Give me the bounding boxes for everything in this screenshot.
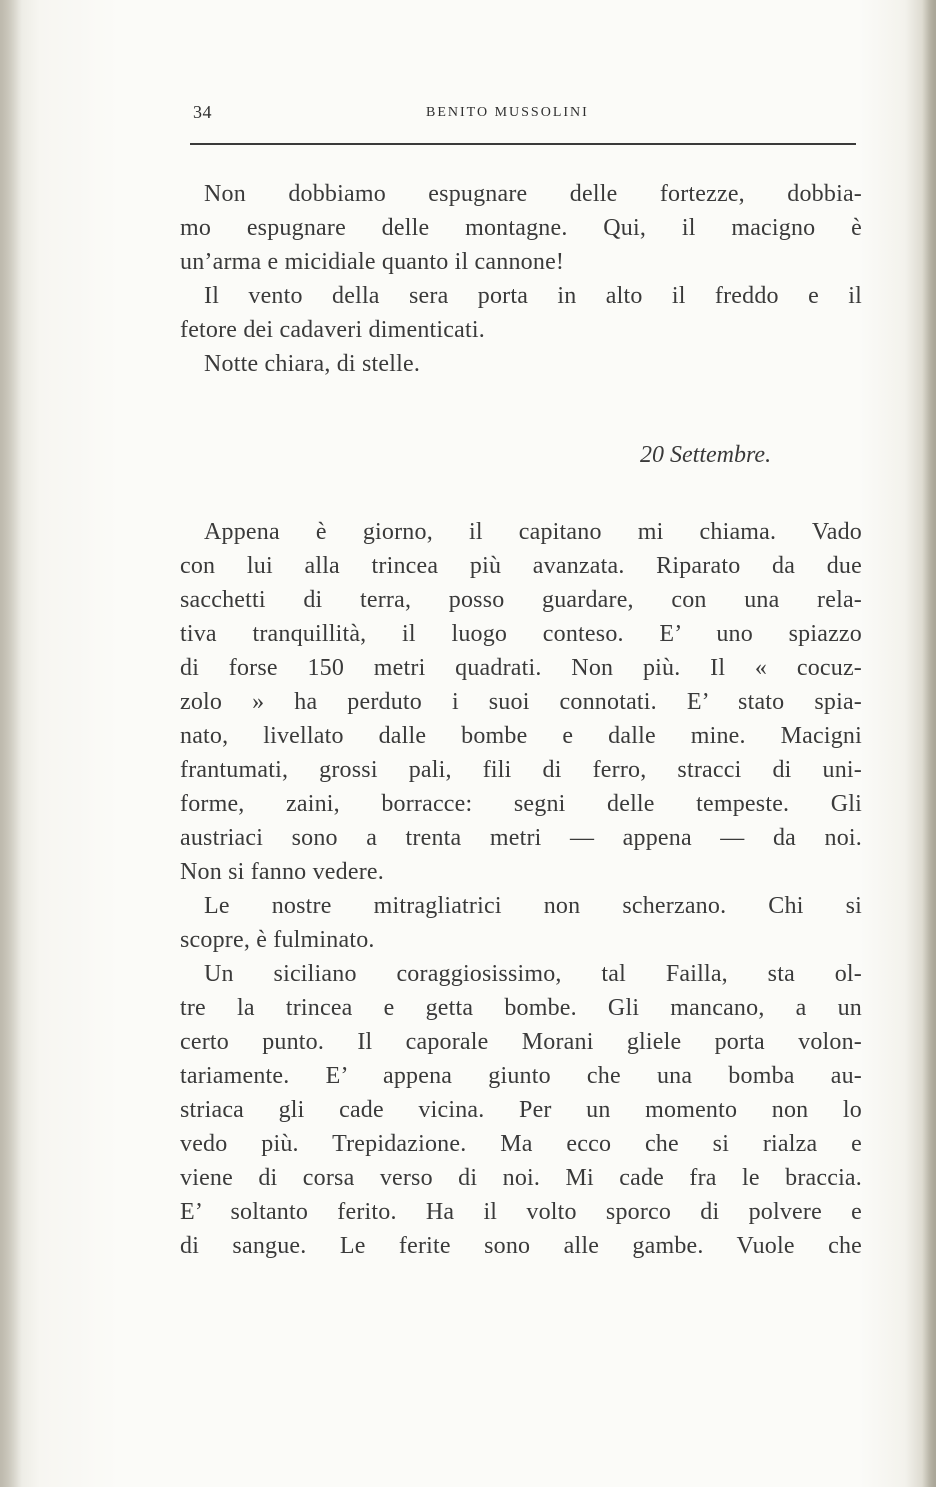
text-line: frantumati, grossi pali, fili di ferro, stracci di uni- xyxy=(180,757,862,783)
body-text-top xyxy=(180,177,862,381)
text-line: Il vento della sera porta in alto il freddo e il xyxy=(204,283,862,309)
text-line: viene di corsa verso di noi. Mi cade fra le braccia. xyxy=(180,1165,862,1191)
text-line: zolo » ha perduto i suoi connotati. E’ stato spia- xyxy=(180,689,862,715)
text-line: scopre, è fulminato. xyxy=(180,927,375,953)
text-line: Le nostre mitragliatrici non scherzano. Chi si xyxy=(204,893,862,919)
text-line: tre la trincea e getta bombe. Gli mancano, a un xyxy=(180,995,862,1021)
running-title: BENITO MUSSOLINI xyxy=(426,105,589,120)
page-number: 34 xyxy=(193,102,212,122)
text-line: nato, livellato dalle bombe e dalle mine. Macigni xyxy=(180,723,862,749)
text-line: Un siciliano coraggiosissimo, tal Failla, sta ol- xyxy=(204,961,862,987)
text-line: Non dobbiamo espugnare delle fortezze, dobbia- xyxy=(204,181,862,207)
body-text-bottom xyxy=(180,515,862,1263)
text-line: tiva tranquillità, il luogo conteso. E’ uno spiazzo xyxy=(180,621,862,647)
text-line: di sangue. Le ferite sono alle gambe. Vuole che xyxy=(180,1233,862,1259)
text-line: un’arma e micidiale quanto il cannone! xyxy=(180,249,565,275)
header-rule xyxy=(190,143,856,145)
text-line: sacchetti di terra, posso guardare, con una rela- xyxy=(180,587,862,613)
text-line: Notte chiara, di stelle. xyxy=(204,351,421,377)
running-header xyxy=(193,102,858,132)
text-line: Non si fanno vedere. xyxy=(180,859,384,885)
text-line: con lui alla trincea più avanzata. Riparato da due xyxy=(180,553,862,579)
text-line: di forse 150 metri quadrati. Non più. Il « cocuz- xyxy=(180,655,862,681)
text-line: striaca gli cade vicina. Per un momento non lo xyxy=(180,1097,862,1123)
text-line: E’ soltanto ferito. Ha il volto sporco di polvere e xyxy=(180,1199,862,1225)
text-line: mo espugnare delle montagne. Qui, il macigno è xyxy=(180,215,862,241)
text-line: certo punto. Il caporale Morani gliele porta volon- xyxy=(180,1029,862,1055)
entry-date: 20 Settembre. xyxy=(640,442,772,468)
text-line: forme, zaini, borracce: segni delle tempeste. Gli xyxy=(180,791,862,817)
page-gutter-shadow xyxy=(0,0,22,1487)
page-edge-shadow xyxy=(922,0,936,1487)
text-line: austriaci sono a trenta metri — appena — da noi. xyxy=(180,825,862,851)
text-line: vedo più. Trepidazione. Ma ecco che si rialza e xyxy=(180,1131,862,1157)
text-line: Appena è giorno, il capitano mi chiama. Vado xyxy=(204,519,862,545)
text-line: fetore dei cadaveri dimenticati. xyxy=(180,317,485,343)
text-line: tariamente. E’ appena giunto che una bomba au- xyxy=(180,1063,862,1089)
